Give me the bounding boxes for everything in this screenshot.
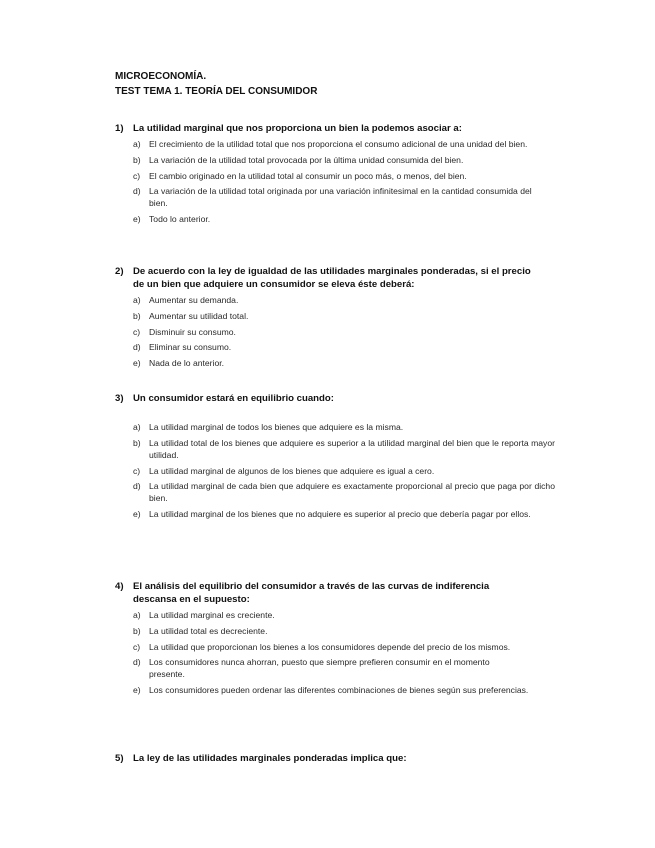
option-b (115, 154, 555, 166)
option-a (115, 421, 555, 433)
option-c (115, 465, 555, 477)
option-e (115, 684, 555, 696)
option-e (115, 213, 555, 225)
question-4 (115, 580, 555, 700)
option-letter: e) (133, 214, 141, 225)
option-b (115, 625, 555, 637)
option-text: Todo lo anterior. (149, 214, 211, 225)
option-letter: c) (133, 170, 141, 181)
question-text: De acuerdo con la ley de igualdad de las utilidades marginales ponderadas, si el precio de un bien que adquiere un consumidor se eleva éste deberá: (133, 266, 531, 290)
option-e (115, 508, 555, 520)
option-letter: e) (133, 358, 141, 369)
option-a (115, 138, 555, 150)
option-text: Aumentar su demanda. (149, 295, 239, 305)
question-number: 4) (115, 581, 124, 592)
option-text: Aumentar su utilidad total. (149, 310, 249, 321)
option-a (115, 294, 555, 306)
option-list (115, 421, 555, 520)
question-number: 1) (115, 123, 124, 134)
option-text: La utilidad que proporcionan los bienes a los consumidores depende del precio de los mismos. (149, 641, 511, 652)
option-text: La utilidad marginal de los bienes que no adquiere es superior al precio que debería pagar por ellos. (149, 509, 531, 520)
option-letter: b) (133, 625, 141, 636)
option-letter: c) (133, 326, 141, 337)
option-text: La utilidad marginal es creciente. (149, 610, 275, 620)
option-text: Nada de lo anterior. (149, 358, 225, 369)
question-3 (115, 392, 555, 524)
question-number: 2) (115, 266, 124, 277)
option-letter: a) (133, 295, 141, 305)
option-letter: b) (133, 437, 141, 448)
option-b (115, 310, 555, 322)
document-title: MICROECONOMÍA. (115, 71, 207, 82)
option-letter: c) (133, 465, 141, 476)
option-a (115, 609, 555, 621)
option-letter: e) (133, 685, 141, 696)
document-subtitle: TEST TEMA 1. TEORÍA DEL CONSUMIDOR (115, 86, 318, 97)
document-header (115, 69, 317, 99)
option-text: La utilidad marginal de todos los bienes que adquiere es la misma. (149, 422, 404, 432)
option-letter: a) (133, 610, 141, 620)
option-c (115, 170, 555, 182)
option-c (115, 326, 555, 338)
option-d (115, 480, 555, 504)
option-letter: d) (133, 342, 141, 353)
option-text: Los consumidores nunca ahorran, puesto que siempre prefieren consumir en el momento presente. (149, 657, 490, 680)
option-b (115, 437, 555, 461)
option-letter: d) (133, 657, 141, 668)
option-text: La utilidad marginal de cada bien que adquiere es exactamente proporcional al precio que paga por dicho bien. (149, 481, 555, 504)
option-text: La utilidad total de los bienes que adquiere es superior a la utilidad marginal del bien que le reporta mayor utilidad. (149, 437, 555, 460)
option-text: La variación de la utilidad total originada por una variación infinitesimal en la cantidad consumida del bien. (149, 186, 532, 209)
question-heading (115, 580, 555, 606)
option-letter: b) (133, 310, 141, 321)
option-letter: d) (133, 481, 141, 492)
question-2 (115, 265, 555, 373)
option-text: Eliminar su consumo. (149, 342, 232, 353)
question-text: La utilidad marginal que nos proporciona un bien la podemos asociar a: (133, 123, 462, 134)
option-d (115, 341, 555, 353)
question-heading (115, 392, 555, 405)
option-text: La utilidad total es decreciente. (149, 625, 268, 636)
question-text: La ley de las utilidades marginales ponderadas implica que: (133, 753, 407, 764)
option-list (115, 609, 555, 696)
question-1 (115, 122, 555, 229)
option-list (115, 138, 555, 225)
option-letter: a) (133, 422, 141, 432)
question-number: 5) (115, 753, 124, 764)
question-text: Un consumidor estará en equilibrio cuando: (133, 393, 334, 404)
question-number: 3) (115, 393, 124, 404)
option-list (115, 294, 555, 369)
option-c (115, 641, 555, 653)
option-letter: d) (133, 186, 141, 197)
option-d (115, 185, 555, 209)
option-text: Los consumidores pueden ordenar las diferentes combinaciones de bienes según sus preferencias. (149, 685, 529, 696)
option-letter: e) (133, 509, 141, 520)
option-d (115, 656, 555, 680)
option-text: El crecimiento de la utilidad total que nos proporciona el consumo adicional de una unidad del bien. (149, 139, 528, 149)
option-text: Disminuir su consumo. (149, 326, 236, 337)
question-text: El análisis del equilibrio del consumidor a través de las curvas de indiferencia descansa en el supuesto: (133, 581, 490, 605)
option-letter: a) (133, 139, 141, 149)
option-text: El cambio originado en la utilidad total al consumir un poco más, o menos, del bien. (149, 170, 467, 181)
question-heading (115, 265, 555, 291)
option-letter: c) (133, 641, 141, 652)
option-text: La utilidad marginal de algunos de los bienes que adquiere es igual a cero. (149, 465, 435, 476)
question-5 (115, 752, 555, 765)
option-text: La variación de la utilidad total provocada por la última unidad consumida del bien. (149, 154, 464, 165)
option-e (115, 357, 555, 369)
option-letter: b) (133, 154, 141, 165)
question-heading (115, 122, 555, 135)
question-heading (115, 752, 555, 765)
